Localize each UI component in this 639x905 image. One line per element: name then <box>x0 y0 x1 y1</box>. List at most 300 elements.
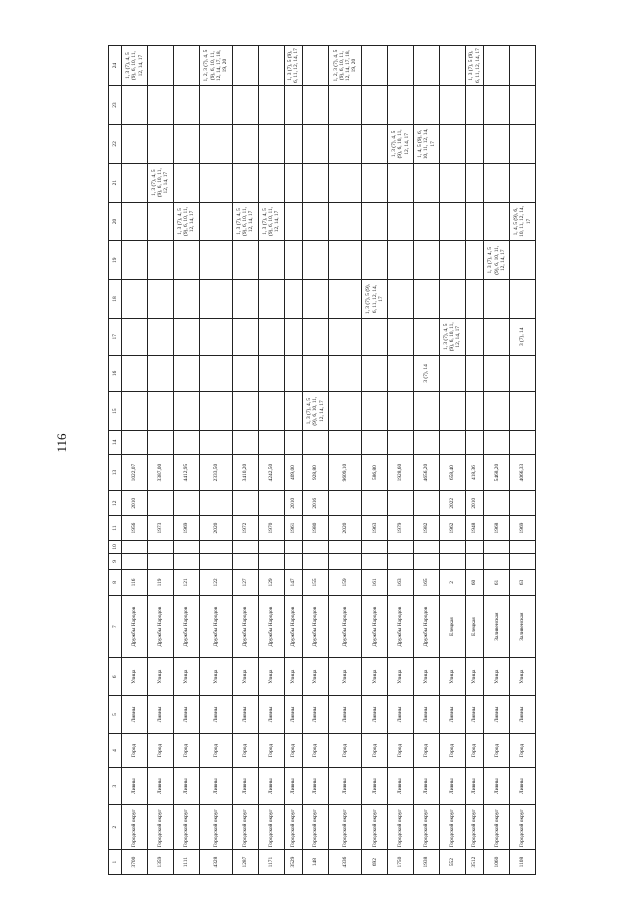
table-cell: 1972 <box>232 516 258 541</box>
table-cell: 409,00 <box>284 454 302 491</box>
table-cell: 1022,07 <box>122 454 148 491</box>
table-cell <box>328 163 361 202</box>
table-cell: 692 <box>362 850 388 875</box>
table-cell: Город <box>510 733 536 767</box>
table-cell: Ливны <box>362 768 388 805</box>
table-cell <box>173 491 199 516</box>
table-cell: 1, 3 (7), 4, 5 (9), 6, 10, 11, 12, 14, 17 <box>484 241 510 280</box>
table-cell <box>414 202 440 241</box>
table-cell <box>388 540 414 553</box>
table-cell <box>258 241 284 280</box>
table-cell: Ливны <box>199 768 232 805</box>
table-cell: 2333,50 <box>199 454 232 491</box>
table-cell: 1, 3 (7), 4, 5 (9), 6, 10, 11, 12, 14, 17 <box>122 46 148 86</box>
table-cell: 586,80 <box>362 454 388 491</box>
table-cell <box>232 280 258 319</box>
table-cell <box>173 124 199 163</box>
table-cell: Ливны <box>510 696 536 734</box>
table-cell: 552 <box>439 850 465 875</box>
table-cell <box>199 202 232 241</box>
table-cell <box>484 318 510 355</box>
table-cell <box>328 124 361 163</box>
table-cell <box>258 86 284 125</box>
table-cell <box>284 163 302 202</box>
table-cell: Елецкая <box>465 595 483 658</box>
table-cell: Ливны <box>484 768 510 805</box>
table-cell <box>388 86 414 125</box>
table-cell: 121 <box>173 570 199 596</box>
table-cell: 4066,33 <box>510 454 536 491</box>
table-cell: Город <box>147 733 173 767</box>
table-cell <box>173 318 199 355</box>
header-cell: 2 <box>109 804 122 849</box>
table-cell <box>258 540 284 553</box>
table-cell: 129 <box>258 570 284 596</box>
table-cell <box>147 86 173 125</box>
table-cell: Городской округ <box>258 804 284 849</box>
table-cell <box>303 355 329 392</box>
table-cell: 1060 <box>484 850 510 875</box>
table-cell <box>465 86 483 125</box>
table-cell: Улица <box>258 658 284 696</box>
table-cell: 1, 3 (7), 4, 5 (9), 6, 10, 11, 12, 14, 17 <box>303 392 329 431</box>
table-cell: 1956 <box>122 516 148 541</box>
table-cell <box>414 280 440 319</box>
table-cell: Городской округ <box>439 804 465 849</box>
table-cell <box>122 124 148 163</box>
table-cell: Городской округ <box>199 804 232 849</box>
table-cell <box>484 124 510 163</box>
header-cell: 10 <box>109 540 122 553</box>
table-cell: Ливны <box>362 696 388 734</box>
table-cell: 1928,60 <box>388 454 414 491</box>
table-cell <box>439 124 465 163</box>
table-cell: Улица <box>232 658 258 696</box>
table-cell: Ливны <box>510 768 536 805</box>
table-cell: Городской округ <box>484 804 510 849</box>
table-cell <box>328 202 361 241</box>
table-cell <box>232 540 258 553</box>
table-cell: 1969 <box>173 516 199 541</box>
table-cell <box>439 392 465 431</box>
table-cell: 1, 3 (7), 4, 5 (9), 6, 10, 11, 12, 14, 17 <box>258 202 284 241</box>
table-cell <box>173 392 199 431</box>
table-row <box>303 46 329 875</box>
table-cell: Улица <box>122 658 148 696</box>
table-cell <box>484 163 510 202</box>
table-cell <box>232 355 258 392</box>
table-cell <box>388 280 414 319</box>
table-row <box>199 46 232 875</box>
table-cell <box>439 540 465 553</box>
table-cell: Городской округ <box>465 804 483 849</box>
table-cell <box>173 280 199 319</box>
table-cell <box>122 355 148 392</box>
table-cell <box>258 318 284 355</box>
table-cell: 4336 <box>328 850 361 875</box>
table-cell: Ливны <box>284 696 302 734</box>
table-cell <box>258 46 284 86</box>
header-cell: 12 <box>109 491 122 516</box>
header-cell: 1 <box>109 850 122 875</box>
table-cell <box>510 163 536 202</box>
header-cell: 13 <box>109 454 122 491</box>
header-row <box>109 46 122 875</box>
table-cell: Город <box>122 733 148 767</box>
header-cell: 23 <box>109 86 122 125</box>
table-cell: 61 <box>484 570 510 596</box>
table-cell <box>465 280 483 319</box>
table-cell: Город <box>484 733 510 767</box>
table-cell: 1979 <box>388 516 414 541</box>
table-cell <box>510 241 536 280</box>
table-cell: Елецкая <box>439 595 465 658</box>
table-cell: 1, 3 (7), 5 (9), 6, 11, 12, 14, 17 <box>362 280 388 319</box>
table-cell <box>284 86 302 125</box>
table-cell <box>510 46 536 86</box>
table-cell <box>439 202 465 241</box>
table-cell: Улица <box>173 658 199 696</box>
table-cell <box>284 241 302 280</box>
table-cell: 1, 3 (7), 5 (9), 6, 11, 12, 14, 17 <box>284 46 302 86</box>
table-cell: Ливны <box>258 696 284 734</box>
table-cell: Дружбы Народов <box>362 595 388 658</box>
table-cell <box>284 318 302 355</box>
table-cell: 1, 2, 3 (7), 4, 5 (9), 6, 10, 11, 12, 14, 17, 18, 19, 20 <box>199 46 232 86</box>
table-cell: 159 <box>328 570 361 596</box>
header-cell: 16 <box>109 355 122 392</box>
table-cell <box>284 124 302 163</box>
table-cell <box>414 46 440 86</box>
table-cell <box>484 280 510 319</box>
table-cell <box>173 540 199 553</box>
table-cell: 116 <box>122 570 148 596</box>
table-cell <box>328 241 361 280</box>
table-cell: 2 <box>439 570 465 596</box>
table-cell <box>173 355 199 392</box>
table-cell: 3 (7), 14 <box>510 318 536 355</box>
table-cell <box>303 124 329 163</box>
table-cell <box>465 540 483 553</box>
table-cell <box>258 163 284 202</box>
table-cell <box>484 355 510 392</box>
table-cell: Городской округ <box>362 804 388 849</box>
table-cell <box>328 540 361 553</box>
table-cell: Город <box>173 733 199 767</box>
table-cell: 127 <box>232 570 258 596</box>
table-cell: 4656,20 <box>414 454 440 491</box>
header-cell: 21 <box>109 163 122 202</box>
table-cell <box>439 280 465 319</box>
table-cell: 1962 <box>439 516 465 541</box>
table-cell <box>122 431 148 455</box>
table-cell: Городской округ <box>232 804 258 849</box>
table-cell <box>199 318 232 355</box>
table-cell <box>122 318 148 355</box>
table-cell: Ливны <box>388 696 414 734</box>
table-cell <box>362 163 388 202</box>
table-cell: Городской округ <box>388 804 414 849</box>
table-cell: Улица <box>465 658 483 696</box>
table-cell <box>284 431 302 455</box>
table-cell <box>303 202 329 241</box>
table-cell <box>362 540 388 553</box>
table-cell <box>388 392 414 431</box>
table-cell: Ливны <box>328 768 361 805</box>
table-cell <box>439 163 465 202</box>
table-area <box>108 45 536 875</box>
table-cell <box>284 202 302 241</box>
table-cell: Городской округ <box>122 804 148 849</box>
table-cell <box>232 431 258 455</box>
table-cell <box>439 431 465 455</box>
table-cell <box>232 553 258 569</box>
table-cell <box>362 355 388 392</box>
table-cell <box>465 355 483 392</box>
table-cell: Улица <box>362 658 388 696</box>
table-cell <box>147 553 173 569</box>
table-cell <box>147 124 173 163</box>
header-cell: 9 <box>109 553 122 569</box>
table-cell <box>258 553 284 569</box>
header-cell: 4 <box>109 733 122 767</box>
table-cell <box>173 163 199 202</box>
table-cell: 1948 <box>465 516 483 541</box>
table-cell: Ливны <box>414 696 440 734</box>
table-cell: Ливны <box>147 768 173 805</box>
table-cell: Улица <box>510 658 536 696</box>
table-cell: 658,40 <box>439 454 465 491</box>
table-cell: Город <box>328 733 361 767</box>
table-cell <box>484 392 510 431</box>
table-cell <box>122 163 148 202</box>
table-cell <box>388 318 414 355</box>
table-cell <box>258 124 284 163</box>
table-cell <box>303 553 329 569</box>
table-cell <box>414 431 440 455</box>
header-cell: 24 <box>109 46 122 86</box>
table-cell <box>232 392 258 431</box>
table-cell <box>232 46 258 86</box>
table-row <box>284 46 302 875</box>
table-cell <box>147 318 173 355</box>
table-cell: 3387,00 <box>147 454 173 491</box>
table-cell <box>465 202 483 241</box>
table-cell: Дружбы Народов <box>258 595 284 658</box>
table-cell <box>122 280 148 319</box>
table-cell: 1961 <box>284 516 302 541</box>
table-cell: 928,80 <box>303 454 329 491</box>
table-cell: 1, 3 (7), 4, 5 (9), 6, 10, 11, 12, 14, 17 <box>147 163 173 202</box>
header-cell: 22 <box>109 124 122 163</box>
table-cell <box>258 280 284 319</box>
table-cell <box>484 491 510 516</box>
table-cell <box>510 355 536 392</box>
table-cell: Дружбы Народов <box>199 595 232 658</box>
header-cell: 17 <box>109 318 122 355</box>
table-cell <box>484 202 510 241</box>
table-cell: 1969 <box>510 516 536 541</box>
table-cell: 122 <box>199 570 232 596</box>
header-cell: 18 <box>109 280 122 319</box>
table-row <box>328 46 361 875</box>
table-cell <box>439 241 465 280</box>
table-cell: 1, 3 (7), 4, 5 (9), 6, 10, 11, 12, 14, 17 <box>173 202 199 241</box>
table-cell: 1111 <box>173 850 199 875</box>
table-cell <box>328 392 361 431</box>
table-cell: Ливны <box>173 696 199 734</box>
table-cell: Город <box>414 733 440 767</box>
table-cell <box>232 491 258 516</box>
table-cell: 63 <box>510 570 536 596</box>
table-cell: Дружбы Народов <box>388 595 414 658</box>
table-cell <box>122 553 148 569</box>
table-cell <box>258 491 284 516</box>
table-cell: Ливны <box>388 768 414 805</box>
table-cell <box>414 318 440 355</box>
table-cell <box>147 46 173 86</box>
table-cell <box>362 241 388 280</box>
table-cell: Дружбы Народов <box>173 595 199 658</box>
table-cell: 148 <box>303 850 329 875</box>
table-cell <box>510 392 536 431</box>
table-cell: Дружбы Народов <box>414 595 440 658</box>
table-cell: 165 <box>414 570 440 596</box>
table-cell: 1970 <box>258 516 284 541</box>
table-cell: Улица <box>439 658 465 696</box>
table-cell <box>510 540 536 553</box>
table-cell: 1, 4, 5 (9), 6, 10, 11, 12, 14, 17 <box>510 202 536 241</box>
header-cell: 11 <box>109 516 122 541</box>
table-cell: Город <box>439 733 465 767</box>
table-cell <box>414 241 440 280</box>
table-cell <box>303 241 329 280</box>
table-cell <box>362 431 388 455</box>
table-cell <box>232 163 258 202</box>
table-cell <box>465 431 483 455</box>
table-cell <box>199 392 232 431</box>
table-cell: 3410,20 <box>232 454 258 491</box>
table-cell: 4328 <box>199 850 232 875</box>
table-cell: Заливенская <box>510 595 536 658</box>
table-cell <box>232 318 258 355</box>
table-cell: 1359 <box>147 850 173 875</box>
table-cell: 1938 <box>414 850 440 875</box>
table-cell <box>199 86 232 125</box>
table-cell: Городской округ <box>284 804 302 849</box>
table-cell <box>147 431 173 455</box>
table-cell: 2022 <box>439 491 465 516</box>
table-cell <box>362 202 388 241</box>
table-cell: Улица <box>388 658 414 696</box>
table-row <box>258 46 284 875</box>
table-row <box>122 46 148 875</box>
table-cell: Дружбы Народов <box>147 595 173 658</box>
table-cell <box>439 355 465 392</box>
table-cell: 163 <box>388 570 414 596</box>
table-cell <box>362 124 388 163</box>
table-cell: 1108 <box>510 850 536 875</box>
table-cell: 2010 <box>465 491 483 516</box>
header-cell: 14 <box>109 431 122 455</box>
table-cell: Улица <box>147 658 173 696</box>
table-cell: 155 <box>303 570 329 596</box>
table-cell: Ливны <box>122 696 148 734</box>
table-cell <box>465 124 483 163</box>
header-cell: 5 <box>109 696 122 734</box>
table-cell <box>362 46 388 86</box>
table-cell <box>147 540 173 553</box>
table-cell <box>122 392 148 431</box>
page-number: 116 <box>54 433 69 453</box>
table-cell <box>199 280 232 319</box>
table-cell <box>173 86 199 125</box>
table-cell <box>465 241 483 280</box>
table-cell: 1287 <box>232 850 258 875</box>
table-row <box>465 46 483 875</box>
table-cell <box>510 553 536 569</box>
rotated-table-container <box>108 45 536 875</box>
table-cell: Улица <box>303 658 329 696</box>
table-cell: Ливны <box>199 696 232 734</box>
table-cell: 119 <box>147 570 173 596</box>
table-cell <box>484 86 510 125</box>
table-cell <box>362 392 388 431</box>
table-cell: 2020 <box>328 516 361 541</box>
table-cell <box>258 431 284 455</box>
header-cell: 6 <box>109 658 122 696</box>
table-cell: Ливны <box>303 696 329 734</box>
table-cell <box>147 392 173 431</box>
table-cell <box>388 553 414 569</box>
table-cell <box>510 431 536 455</box>
table-row <box>439 46 465 875</box>
table-cell <box>303 431 329 455</box>
table-cell <box>284 392 302 431</box>
table-cell <box>122 202 148 241</box>
table-cell <box>484 540 510 553</box>
register-table <box>108 45 536 875</box>
table-cell <box>388 202 414 241</box>
table-row <box>232 46 258 875</box>
table-cell: Город <box>232 733 258 767</box>
table-cell: Город <box>199 733 232 767</box>
table-cell: Дружбы Народов <box>303 595 329 658</box>
table-cell <box>388 355 414 392</box>
table-cell <box>510 124 536 163</box>
table-cell: Город <box>362 733 388 767</box>
table-cell: Дружбы Народов <box>232 595 258 658</box>
table-cell: Улица <box>199 658 232 696</box>
table-cell: Улица <box>328 658 361 696</box>
table-cell <box>328 280 361 319</box>
table-cell <box>362 553 388 569</box>
table-cell: Ливны <box>122 768 148 805</box>
table-cell <box>122 540 148 553</box>
table-cell: Улица <box>484 658 510 696</box>
header-cell: 8 <box>109 570 122 596</box>
table-cell <box>414 163 440 202</box>
table-cell <box>284 280 302 319</box>
table-cell: Ливны <box>173 768 199 805</box>
header-cell: 7 <box>109 595 122 658</box>
table-cell <box>199 163 232 202</box>
table-cell: 147 <box>284 570 302 596</box>
table-cell <box>328 491 361 516</box>
table-cell: 1, 3 (7), 4, 5 (9), 6, 10, 11, 12, 14, 17 <box>388 124 414 163</box>
header-cell: 15 <box>109 392 122 431</box>
table-cell: Город <box>303 733 329 767</box>
